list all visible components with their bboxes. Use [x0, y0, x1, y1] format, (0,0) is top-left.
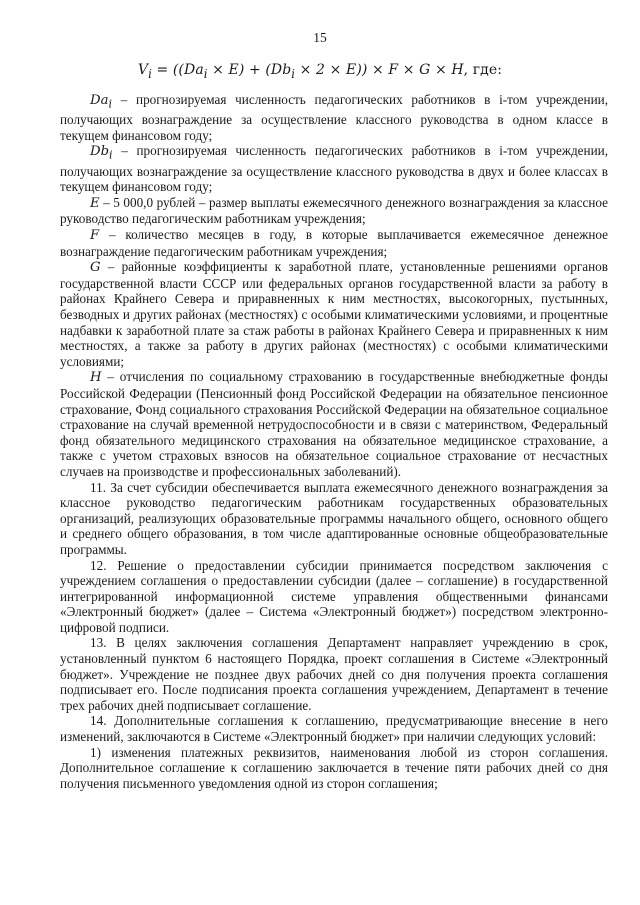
variable-symbol: Da: [90, 93, 109, 108]
paragraph: [60, 92, 608, 143]
variable-subscript: i: [108, 97, 112, 111]
paragraph: [60, 227, 608, 259]
paragraph-text: – 5 000,0 рублей – размер выплаты ежемесячного денежного вознаграждения за классное руководство педагогическим работникам учреждения;: [60, 194, 608, 227]
paragraph-text: – прогнозируемая численность педагогических работников в i-том учреждении, получающих вознаграждение за осуществление классного руководства в двух и более классах в текущем финансовом году;: [60, 143, 608, 195]
formula-suffix: , где:: [463, 62, 503, 78]
paragraph-text: – количество месяцев в году, в которые выплачивается ежемесячное денежное вознаграждение педагогическим работникам учреждения;: [60, 227, 608, 259]
page-number: 15: [313, 30, 327, 45]
paragraph-text: – отчисления по социальному страхованию в государственные внебюджетные фонды Российской Федерации (Пенсионный фонд Российской Федерации на обязательное пенсионное страхование, Фонд социального страхования Российской Федерации на обязательное социальное страхование на случай временной нетрудоспособности и в связи с материнством, Федеральный фонд обязательного медицинского страхования на обязательное медицинское страхование, а также с учетом страховых взносов на обязательное социальное страхование от несчастных случаев на производстве и профессиональных заболеваний).: [60, 369, 608, 479]
variable-symbol: F: [90, 228, 100, 244]
paragraph-text: – прогнозируемая численность педагогических работников в i-том учреждении, получающих вознаграждение за осуществление классного руководства в одном классе в текущем финансовом году;: [60, 92, 608, 143]
paragraph-text: 13. В целях заключения соглашения Департамент направляет учреждению в срок, установленный пунктом 6 настоящего Порядка, проект соглашения в Системе «Электронный бюджет». Учреждение не позднее двух рабочих дней со дня получения проекта соглашения подписывает его. После подписания проекта соглашения учреждением, Департамент в течение трех рабочих дней подписывает соглашение.: [60, 635, 608, 713]
paragraph-text: 1) изменения платежных реквизитов, наименования любой из сторон соглашения. Дополнительное соглашение к соглашению заключается в течение пяти рабочих дней со дня получения письменного уведомления одной из сторон соглашения;: [60, 744, 608, 791]
formula: [0, 62, 640, 81]
variable-subscript: i: [109, 149, 113, 163]
paragraph: [60, 745, 608, 792]
paragraph: [60, 558, 608, 636]
formula-lhs-sub: i: [148, 66, 152, 81]
paragraph-text: 11. За счет субсидии обеспечивается выплата ежемесячного денежного вознаграждения за классное руководство педагогическим работникам государственных образовательных организаций, реализующих образовательные программы начального общего, основного общего и среднего общего образования, в том числе адаптированные основные общеобразовательные программы.: [60, 479, 608, 557]
formula-lhs: V: [137, 62, 149, 78]
paragraph: [60, 143, 608, 194]
formula-rhs-mid-2: × 2 × E)) × F × G × H: [295, 62, 464, 78]
variable-symbol: E: [90, 195, 100, 211]
paragraph-text: – районные коэффициенты к заработной плате, установленные решениями органов государственной власти СССР или федеральных органов государственной власти за работу в районах Крайнего Севера и приравненных к ним местностях, высокогорных, пустынных, безводных и других районах (местностях) с особыми климатическими условиями, и процентные надбавки к заработной плате за стаж работы в районах Крайнего Севера и приравненных к ним местностях, а также за работу в других районах (местностях) с особыми климатическими условиями;: [60, 259, 608, 369]
document-body: [60, 92, 608, 791]
paragraph-text: 12. Решение о предоставлении субсидии принимается посредством заключения с учреждением соглашения о предоставлении субсидии (далее – соглашение) в государственной интегрированной информационной системе управления общественными финансами «Электронный бюджет» (далее – Система «Электронный бюджет») посредством электронно-цифровой подписи.: [60, 557, 608, 635]
paragraph: [60, 713, 608, 744]
formula-rhs-start: = ((Da: [156, 62, 204, 78]
variable-symbol: G: [90, 260, 101, 276]
formula-rhs-mid-1: × E) + (Db: [207, 62, 292, 78]
paragraph: [60, 635, 608, 713]
variable-symbol: Db: [90, 144, 110, 160]
formula-sub-1: i: [203, 66, 208, 81]
paragraph-text: 14. Дополнительные соглашения к соглашению, предусматривающие внесение в него изменений, заключаются в Системе «Электронный бюджет» при наличии следующих условий:: [60, 713, 608, 745]
paragraph: [60, 259, 608, 369]
paragraph: [60, 480, 608, 558]
variable-symbol: H: [90, 370, 102, 386]
formula-sub-2: i: [291, 66, 296, 81]
paragraph: [60, 369, 608, 479]
paragraph: [60, 195, 608, 227]
